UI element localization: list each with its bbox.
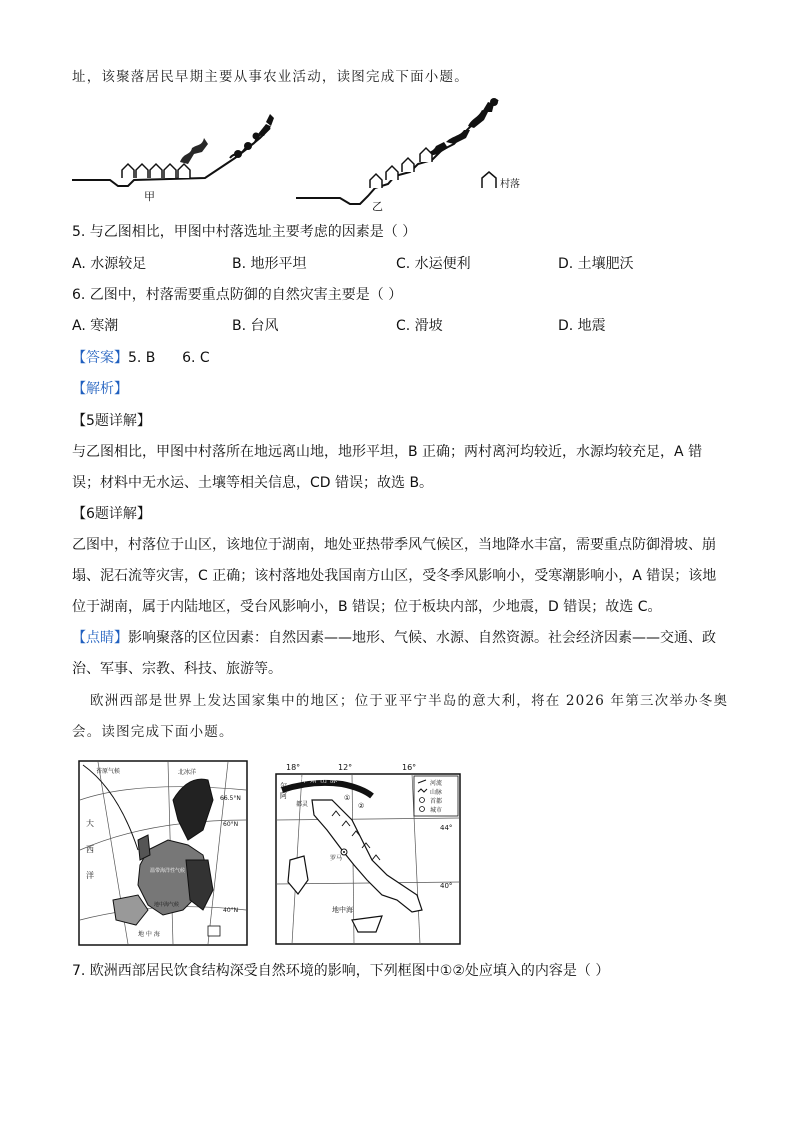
italy-map-svg	[272, 760, 464, 946]
tip-line-2: 治、军事、宗教、科技、旅游等。	[72, 661, 282, 677]
legend-mountain: 山脉	[430, 789, 443, 796]
analysis-line	[72, 379, 128, 399]
map-left-60n: 60°N	[223, 821, 239, 828]
analysis-tag: 【解析】	[72, 381, 128, 397]
map-left-arctic: 北冰洋	[178, 769, 197, 776]
tip-tag: 【点睛】	[72, 630, 128, 646]
map-right-med: 地中海	[332, 906, 353, 914]
q5-option-c: C. 水运便利	[396, 256, 471, 272]
map-right-tick-12: 12°	[338, 763, 353, 772]
answer-text: 5. B 6. C	[128, 350, 210, 366]
italy-map	[272, 760, 464, 946]
d6-tag: 【6题详解】	[72, 506, 151, 522]
europe-climate-map	[78, 760, 248, 946]
map-left-66n: 66.5°N	[220, 795, 241, 802]
intro-text: 址，该聚落居民早期主要从事农业活动，读图完成下面小题。	[72, 69, 469, 85]
map-right-si: 斯	[310, 776, 317, 784]
q6-option-d: D. 地震	[558, 318, 606, 334]
q6-stem: 6. 乙图中，村落需要重点防御的自然灾害主要是（ ）	[72, 287, 403, 303]
map-right-mai: 脉	[330, 776, 337, 784]
q6-option-a: A. 寒潮	[72, 318, 119, 334]
map-right-44: 44°	[440, 824, 453, 832]
d5-line-1: 与乙图相比，甲图中村落所在地远离山地，地形平坦，B 正确；两村离河均较近，水源均较充足，A 错	[72, 444, 703, 460]
map-left-med-climate: 地中海气候	[154, 902, 180, 908]
answer-line	[72, 348, 210, 368]
map-right-er: 尔	[280, 782, 287, 790]
map-left-xi: 西	[86, 845, 94, 854]
map-left-40n: 40°N	[223, 907, 239, 914]
map-left-med-sea: 地 中 海	[138, 931, 160, 938]
q5-option-a: A. 水源较足	[72, 256, 147, 272]
map-right-tick-16: 16°	[402, 763, 417, 772]
legend-capital: 首都	[430, 798, 443, 805]
legend-village: 村落	[500, 179, 520, 190]
d6-line-2: 塌、泥石流等灾害，C 正确；该村落地处我国南方山区，受冬季风影响小，受寒潮影响小，A 错误；该地	[72, 568, 717, 584]
intro2-line-1: 欧洲西部是世界上发达国家集中的地区；位于亚平宁半岛的意大利，将在 2026 年第三次举办冬奥	[90, 693, 729, 709]
map-left-da: 大	[86, 819, 94, 828]
map-right-bei: 卑	[300, 776, 307, 784]
q5-stem: 5. 与乙图相比，甲图中村落选址主要考虑的因素是（ ）	[72, 224, 417, 240]
map-right-mark-2: ②	[358, 802, 365, 810]
village-legend-icon	[482, 172, 496, 188]
map-left-yang: 洋	[86, 871, 94, 880]
d6-line-1: 乙图中，村落位于山区，该地位于湖南，地处亚热带季风气候区，当地降水丰富，需要重点防御滑坡、崩	[72, 537, 716, 553]
map-right-tick-18: 18°	[286, 763, 301, 772]
map-right-40: 40°	[440, 882, 453, 890]
map-right-mark-1: ①	[344, 794, 351, 802]
d5-line-2: 误；材料中无水运、土壤等相关信息，CD 错误；故选 B。	[72, 475, 434, 491]
tip-line-1	[72, 628, 716, 648]
legend-river: 河流	[430, 780, 443, 787]
q5-option-d: D. 土壤肥沃	[558, 256, 634, 272]
legend-city: 城市	[430, 807, 443, 814]
europe-map-svg	[78, 760, 248, 946]
label-jia: 甲	[144, 190, 155, 203]
q7-stem: 7. 欧洲西部居民饮食结构深受自然环境的影响，下列框图中①②处应填入的内容是（ ）	[72, 963, 610, 979]
q5-option-b: B. 地形平坦	[232, 256, 307, 272]
label-yi: 乙	[372, 200, 383, 212]
intro2-line-2: 会。读图完成下面小题。	[72, 724, 234, 740]
answer-tag: 【答案】	[72, 350, 128, 366]
q6-option-b: B. 台风	[232, 318, 279, 334]
map-left-marine: 温带海洋性气候	[150, 868, 186, 874]
map-right-a: 阿	[280, 792, 287, 800]
d5-tag: 【5题详解】	[72, 413, 151, 429]
cross-section-svg	[70, 92, 530, 212]
map-left-tundra: 苔原气候	[96, 768, 121, 775]
d6-line-3: 位于湖南，属于内陆地区，受台风影响小，B 错误；位于板块内部，少地震，D 错误；故选 C。	[72, 599, 662, 615]
tip-text-1: 影响聚落的区位因素：自然因素——地形、气候、水源、自然资源。社会经济因素——交通、政	[128, 630, 716, 646]
q6-option-c: C. 滑坡	[396, 318, 443, 334]
settlement-cross-section-figure	[70, 92, 530, 212]
map-right-turin: 都灵	[296, 801, 309, 808]
map-right-shan: 山	[320, 776, 327, 784]
map-right-rome: 罗马	[330, 855, 343, 862]
